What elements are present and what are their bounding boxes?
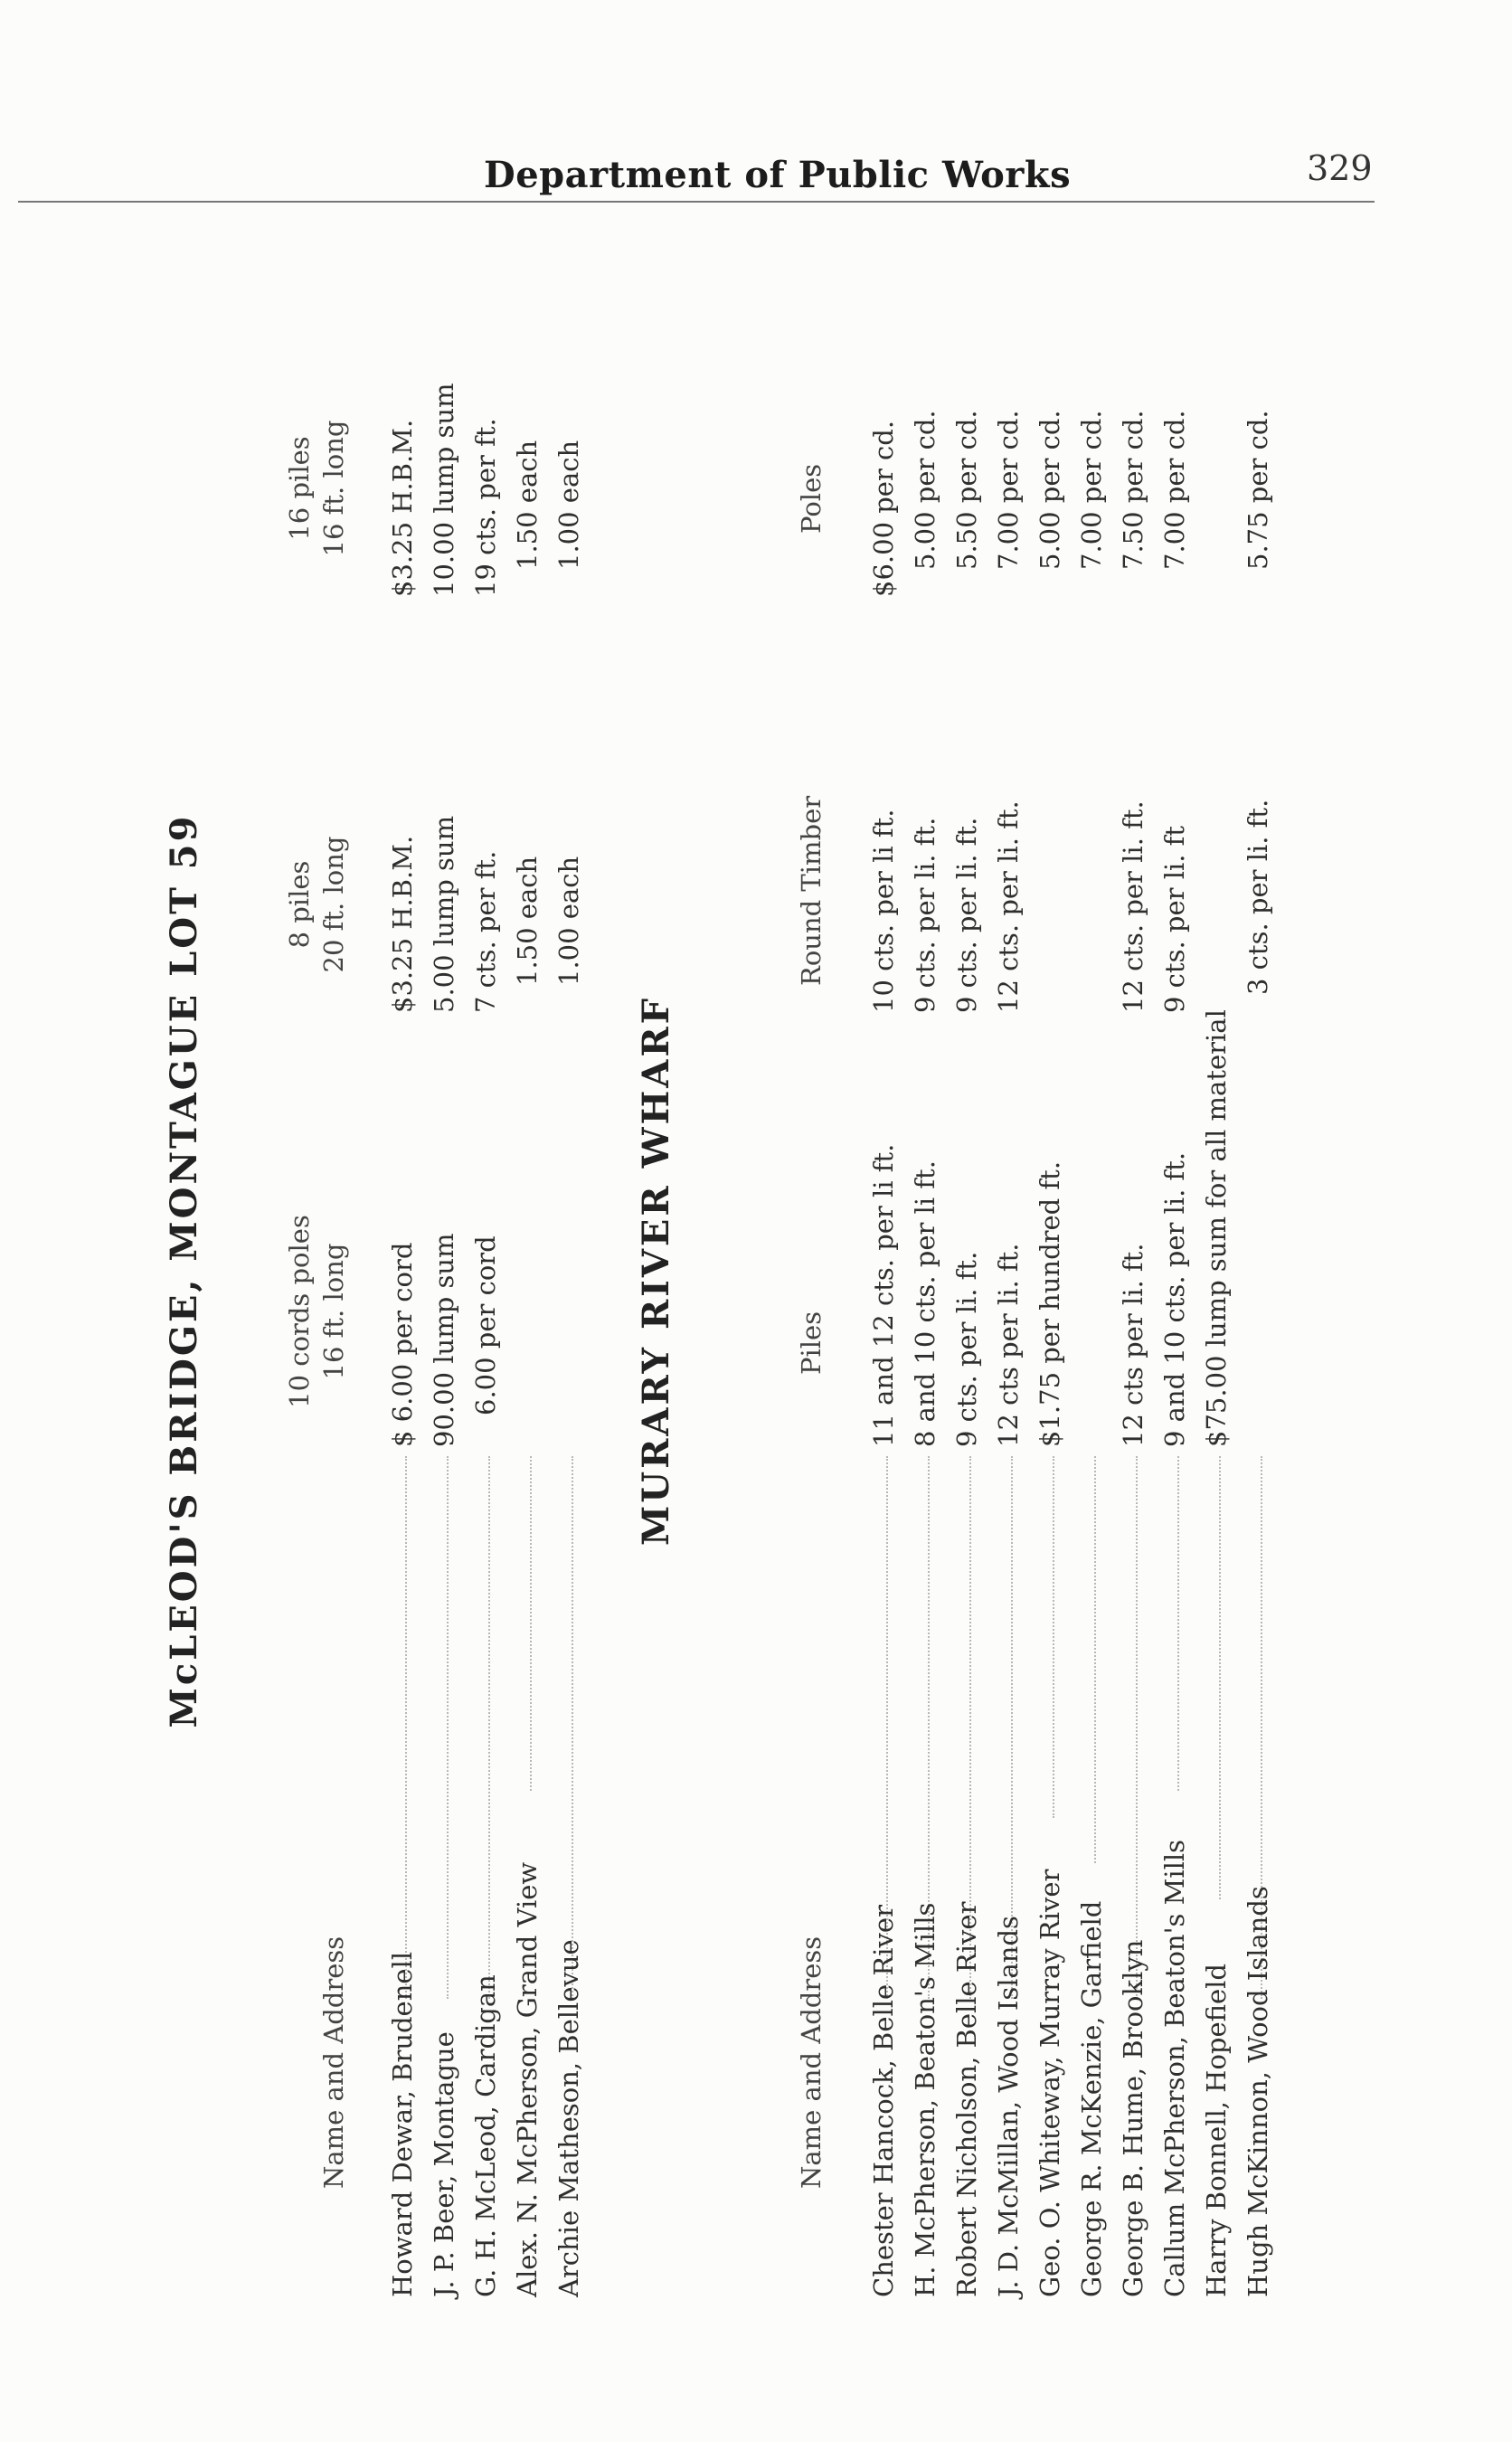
cell-col2: 1.00 each — [553, 856, 584, 986]
cell-col1: 6.00 per cord — [470, 1235, 501, 1415]
cell-name: Geo. O. Whiteway, Murray River — [1035, 1869, 1065, 2297]
cell-col3: 5.00 per cd. — [1035, 410, 1065, 570]
table-row — [1076, 244, 1118, 2297]
cell-col1: $1.75 per hundred ft. — [1035, 1160, 1065, 1447]
table-row — [1201, 244, 1243, 2297]
cell-col2: 10 cts. per li ft. — [868, 809, 899, 1013]
cell-col1: 9 cts. per li. ft. — [951, 1251, 982, 1447]
cell-col3: 1.50 each — [512, 440, 543, 570]
cell-col2: 9 cts. per li. ft. — [910, 817, 940, 1013]
header-rule — [18, 201, 1375, 203]
cell-name: George B. Hume, Brooklyn — [1118, 1939, 1148, 2297]
header-col1-line2: 16 ft. long — [318, 1243, 349, 1380]
cell-name: Alex. N. McPherson, Grand View — [512, 1861, 543, 2297]
header-name-address: Name and Address — [318, 1936, 349, 2189]
cell-name: Robert Nicholson, Belle River — [951, 1901, 982, 2297]
cell-col1: 8 and 10 cts. per li ft. — [910, 1160, 940, 1447]
cell-name: Callum McPherson, Beaton's Mills — [1159, 1839, 1190, 2297]
cell-col1: $ 6.00 per cord — [387, 1242, 418, 1447]
cell-name: Howard Dewar, Brudenell — [387, 1951, 418, 2297]
section-title-murary-river-wharf: MURARY RIVER WHARF — [635, 996, 677, 1546]
table-row — [993, 244, 1035, 2297]
cell-name: Harry Bonnell, Hopefield — [1201, 1964, 1232, 2297]
cell-col3: 5.50 per cd. — [951, 410, 982, 570]
table-row — [868, 244, 910, 2297]
table-row — [429, 244, 470, 2297]
header-name-address: Name and Address — [796, 1936, 827, 2189]
cell-col3: 19 cts. per ft. — [470, 418, 501, 597]
cell-col3: 5.75 per cd. — [1243, 410, 1273, 570]
cell-name: George R. McKenzie, Garfield — [1076, 1900, 1107, 2297]
cell-col2: 7 cts. per ft. — [470, 850, 501, 1013]
table-row — [1035, 244, 1076, 2297]
cell-name: H. McPherson, Beaton's Mills — [910, 1902, 940, 2297]
cell-col2: $3.25 H.B.M. — [387, 835, 418, 1013]
cell-col2: 1.50 each — [512, 856, 543, 986]
page-header — [0, 145, 1512, 208]
table-row — [1159, 244, 1201, 2297]
table-row — [470, 244, 512, 2297]
header-col3-line1: 16 piles — [284, 436, 315, 541]
table-row — [1118, 244, 1159, 2297]
table-row — [553, 244, 595, 2297]
page-title: Department of Public Works — [484, 154, 1072, 196]
header-col1-line1: 10 cords poles — [284, 1215, 315, 1408]
cell-col1: 9 and 10 cts. per li. ft. — [1159, 1151, 1190, 1447]
header-poles: Poles — [796, 463, 827, 534]
cell-col3: 1.00 each — [553, 440, 584, 570]
table-row — [910, 244, 951, 2297]
cell-col2: 5.00 lump sum — [429, 815, 459, 1013]
cell-col3: $6.00 per cd. — [868, 420, 899, 597]
cell-name: J. D. McMillan, Wood Islands — [993, 1916, 1024, 2297]
cell-col3: 7.00 per cd. — [993, 410, 1024, 570]
cell-col3: 7.00 per cd. — [1159, 410, 1190, 570]
cell-name: Chester Hancock, Belle River — [868, 1905, 899, 2297]
cell-col2: 3 cts. per li. ft. — [1243, 799, 1273, 995]
cell-col2: 9 cts. per li. ft. — [951, 817, 982, 1013]
cell-col2: 12 cts. per li. ft. — [993, 800, 1024, 1013]
page-number: 329 — [1307, 148, 1373, 188]
cell-name: J. P. Beer, Montague — [429, 2031, 459, 2297]
table-row — [1243, 244, 1284, 2297]
cell-name: Archie Matheson, Bellevue — [553, 1939, 584, 2297]
cell-col2: 9 cts. per li. ft — [1159, 825, 1190, 1013]
cell-col1-spanning: $75.00 lump sum for all material — [1201, 1009, 1232, 1447]
header-col2-line1: 8 piles — [284, 860, 315, 949]
cell-col3: 10.00 lump sum — [429, 383, 459, 597]
section-title-mcleods-bridge: McLEOD'S BRIDGE, MONTAGUE LOT 59 — [163, 813, 205, 1728]
rotated-content — [163, 244, 1273, 2297]
table-row — [951, 244, 993, 2297]
cell-name: Hugh McKinnon, Wood Islands — [1243, 1886, 1273, 2297]
cell-col3: 5.00 per cd. — [910, 410, 940, 570]
header-piles: Piles — [796, 1311, 827, 1375]
table-row — [512, 244, 553, 2297]
table-row — [387, 244, 429, 2297]
cell-col1: 90.00 lump sum — [429, 1233, 459, 1447]
header-col3-line2: 16 ft. long — [318, 420, 349, 557]
cell-col3: $3.25 H.B.M. — [387, 419, 418, 597]
cell-name: G. H. McLeod, Cardigan — [470, 1974, 501, 2297]
cell-col3: 7.00 per cd. — [1076, 410, 1107, 570]
cell-col3: 7.50 per cd. — [1118, 410, 1148, 570]
header-col2-line2: 20 ft. long — [318, 836, 349, 973]
cell-col2: 12 cts. per li. ft. — [1118, 800, 1148, 1013]
header-round-timber: Round Timber — [796, 795, 827, 986]
cell-col1: 12 cts per li. ft. — [993, 1243, 1024, 1447]
cell-col1: 11 and 12 cts. per li ft. — [868, 1143, 899, 1447]
cell-col1: 12 cts per li. ft. — [1118, 1243, 1148, 1447]
